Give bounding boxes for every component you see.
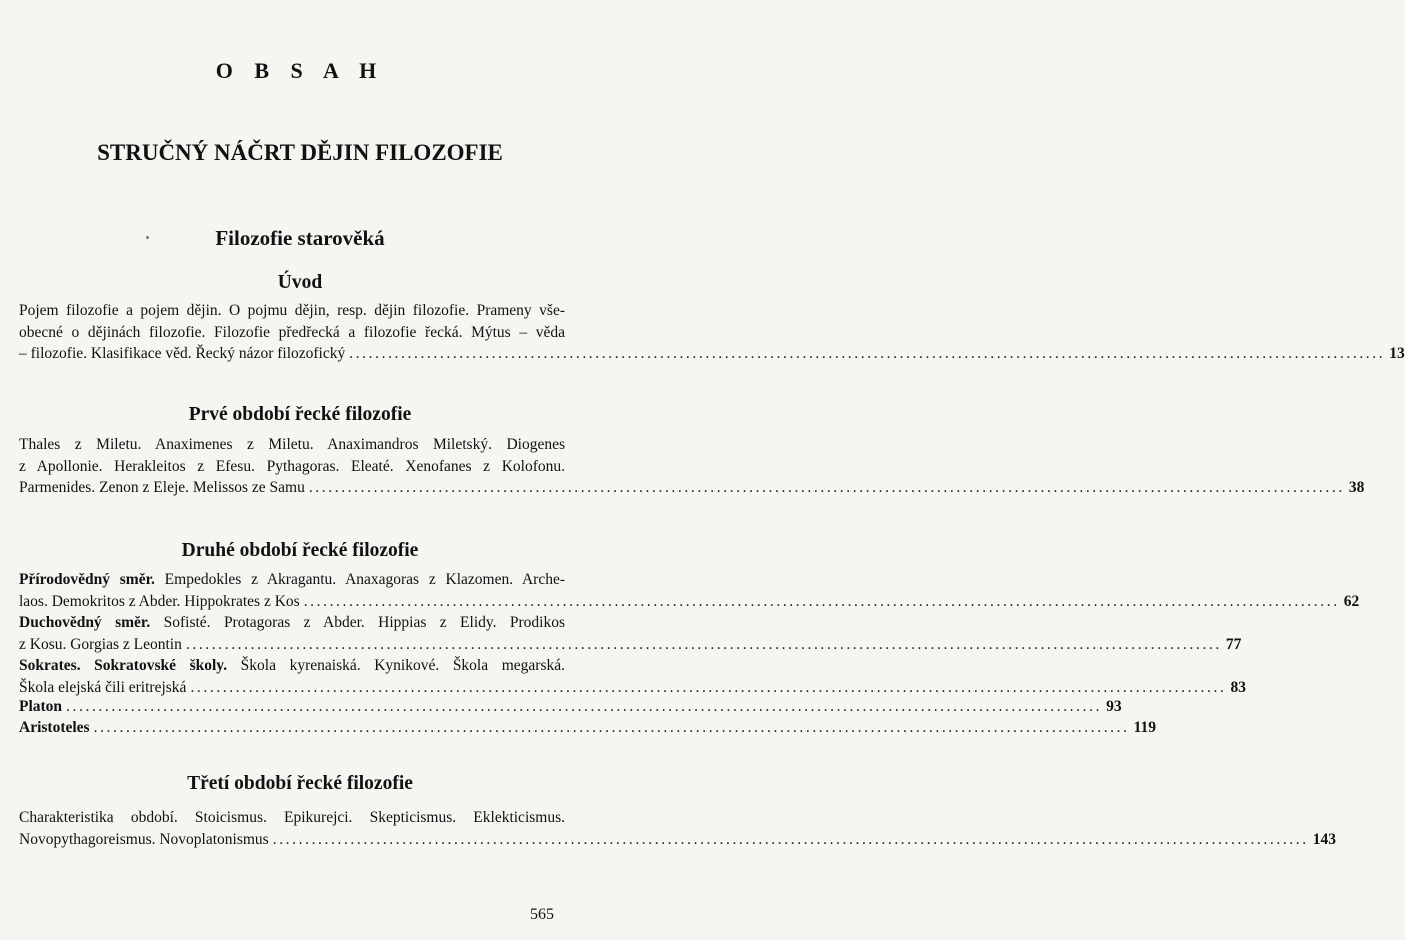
toc-entry-text: Novopythagoreismus. Novoplatonismus xyxy=(19,830,269,848)
toc-entry-last-line xyxy=(19,343,1405,365)
entry-lead: Aristoteles xyxy=(19,719,90,736)
toc-entry-text: laos. Demokritos z Abder. Hippokrates z Kos xyxy=(19,592,300,610)
entry-lead: Platon xyxy=(19,698,63,715)
toc-entry-line xyxy=(19,612,565,634)
dot-leader: ................................................................................................................................................................ xyxy=(272,830,1309,848)
toc-entry-platon xyxy=(19,696,1122,718)
toc-entry-line xyxy=(19,569,565,591)
dot-leader: ................................................................................................................................................................ xyxy=(349,345,1386,362)
section-title-treti-obdobi: Třetí období řecké filozofie xyxy=(187,773,413,794)
dot-leader: ................................................................................................................................................................ xyxy=(303,592,1340,610)
section-title-druhe-obdobi: Druhé období řecké filozofie xyxy=(181,540,419,561)
toc-entry-sokrates xyxy=(19,655,1246,698)
toc-entry-prirodovedny-smer xyxy=(19,569,1360,612)
toc-entry-text: Škola elejská čili eritrejská xyxy=(19,678,187,696)
entry-lead: Sokrates. Sokratovské školy. xyxy=(19,657,228,674)
entry-text: Sofisté. Protagoras z Abder. Hippias z Elidy. Prodikos xyxy=(150,614,566,631)
toc-entry-text: z Kosu. Gorgias z Leontin xyxy=(19,635,182,653)
toc-entry-line: obecné o dějinách filozofie. Filozofie předřecká a filozofie řecká. Mýtus – věda xyxy=(19,323,565,341)
toc-entry-line: Pojem filozofie a pojem dějin. O pojmu dějin, resp. dějin filozofie. Prameny vše- xyxy=(19,302,565,319)
contents-heading: O B S A H xyxy=(215,58,385,83)
toc-entry-last-line xyxy=(19,634,1242,656)
toc-entry-last-line xyxy=(19,591,1360,613)
page-ref: 93 xyxy=(1106,698,1122,715)
toc-entry-line xyxy=(19,655,565,677)
toc-entry-duchovedny-smer xyxy=(19,612,1242,655)
dot-leader: ................................................................................................................................................................ xyxy=(93,719,1130,736)
page-ref: 38 xyxy=(1348,479,1365,496)
dot-leader: ................................................................................................................................................................ xyxy=(185,635,1222,653)
toc-entry-text: – filozofie. Klasifikace věd. Řecký názor filozofický xyxy=(19,345,346,362)
dot-leader: ................................................................................................................................................................ xyxy=(66,698,1103,715)
entry-text: Škola kyrenaiská. Kynikové. Škola megarská. xyxy=(227,657,565,674)
toc-entry-aristoteles xyxy=(19,717,1156,739)
page-number: 565 xyxy=(530,906,554,923)
dot-leader: ................................................................................................................................................................ xyxy=(190,678,1227,696)
page-ref: 13 xyxy=(1389,345,1405,362)
era-title: Filozofie starověká xyxy=(215,226,385,250)
page-ref: 83 xyxy=(1230,678,1246,696)
section-title-uvod: Úvod xyxy=(277,272,323,293)
toc-entry-line: z Apollonie. Herakleitos z Efesu. Pythagoras. Eleaté. Xenofanes z Kolofonu. xyxy=(19,457,565,475)
section-title-prve-obdobi: Prvé období řecké filozofie xyxy=(188,404,412,425)
part-title: STRUČNÝ NÁČRT DĚJIN FILOZOFIE xyxy=(97,140,503,165)
toc-entry-line: Charakteristika období. Stoicismus. Epikurejci. Skepticismus. Eklekticismus. xyxy=(19,809,565,826)
toc-entry-last-line xyxy=(19,696,1122,718)
toc-entry-uvod xyxy=(19,300,1405,365)
entry-lead: Duchovědný směr. xyxy=(19,614,151,631)
page-ref: 62 xyxy=(1343,592,1360,610)
page-ref: 77 xyxy=(1225,635,1242,653)
toc-entry-text: Parmenides. Zenon z Eleje. Melissos ze Samu xyxy=(19,479,305,496)
toc-entry-prve-obdobi xyxy=(19,434,1365,499)
toc-entry-last-line xyxy=(19,477,1365,499)
entry-lead: Přírodovědný směr. xyxy=(19,571,155,588)
dot-leader: ................................................................................................................................................................ xyxy=(308,479,1345,496)
entry-text: Empedokles z Akragantu. Anaxagoras z Klazomen. Arche- xyxy=(154,571,566,588)
page-ref: 119 xyxy=(1133,719,1156,736)
toc-entry-treti-obdobi xyxy=(19,807,1336,850)
toc-entry-last-line xyxy=(19,829,1336,851)
toc-entry-last-line xyxy=(19,717,1156,739)
page-ref: 143 xyxy=(1312,830,1336,848)
toc-entry-last-line xyxy=(19,677,1246,699)
toc-entry-line: Thales z Miletu. Anaximenes z Miletu. Anaximandros Miletský. Diogenes xyxy=(19,436,565,453)
